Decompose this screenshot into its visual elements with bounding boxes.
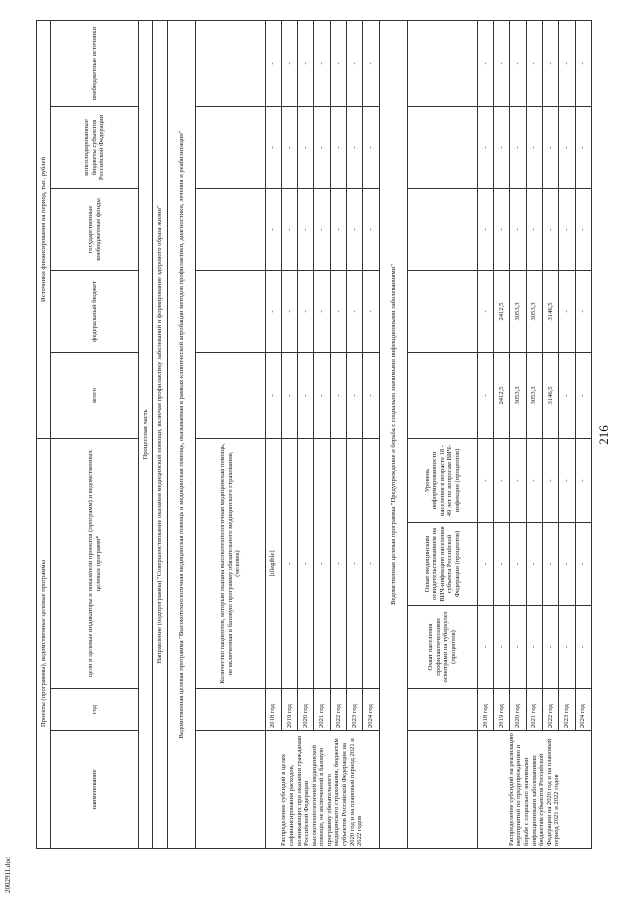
direction-row xyxy=(153,20,167,848)
table-body xyxy=(37,20,592,848)
table-row xyxy=(493,20,509,848)
offbudget-value: - xyxy=(314,20,330,106)
offbudget-value: - xyxy=(363,20,379,106)
indicator-value: - xyxy=(493,606,509,689)
table-row xyxy=(330,20,346,848)
year-cell: 2018 год xyxy=(477,689,493,731)
financing-table xyxy=(36,20,592,849)
table-row xyxy=(314,20,330,848)
regional-value: - xyxy=(526,106,542,188)
federal-value: - xyxy=(281,270,297,352)
year-cell: 2024 год xyxy=(363,689,379,731)
funds-value: - xyxy=(298,188,314,270)
indicator-value: - xyxy=(526,523,542,606)
funds-value: - xyxy=(542,188,558,270)
year-header: год xyxy=(51,689,139,731)
direction-heading: Направление (подпрограмма) "Совершенствование оказания медицинской помощи, включая профилактику заболеваний и формирование здорового образа жизни" xyxy=(153,20,167,848)
indicator-value: - xyxy=(477,606,493,689)
table-row xyxy=(477,20,493,848)
indicator-value: - xyxy=(575,606,591,689)
indicator-value: - xyxy=(477,523,493,606)
year-cell: 2020 год xyxy=(510,689,526,731)
offbudget-value: - xyxy=(265,20,281,106)
federal-header: федеральный бюджет xyxy=(51,270,139,352)
blank-cell xyxy=(408,352,477,438)
offbudget-value: - xyxy=(477,20,493,106)
year-cell: 2023 год xyxy=(559,689,575,731)
indicator-label: Охват населения профилактическими осмотрами на туберкулез (процентов) xyxy=(408,606,477,689)
program-title-row xyxy=(167,20,196,848)
sources-header: Источники финансирования на период, тыс. рублей xyxy=(37,20,51,438)
total-value: - xyxy=(265,352,281,438)
total-value: - xyxy=(575,352,591,438)
offbudget-value: - xyxy=(542,20,558,106)
process-part-heading: Процессная часть xyxy=(139,20,153,848)
blank-cell xyxy=(196,270,265,352)
regional-value: - xyxy=(493,106,509,188)
indicator-value: - xyxy=(542,606,558,689)
blank-cell xyxy=(408,270,477,352)
regional-value: - xyxy=(265,106,281,188)
offbudget-value: - xyxy=(526,20,542,106)
funds-value: - xyxy=(330,188,346,270)
page-number: 216 xyxy=(596,425,611,445)
regional-value: - xyxy=(542,106,558,188)
funds-header: государственные внебюджетные фонды xyxy=(51,188,139,270)
program-measure-name: Распределение субсидий на реализацию мероприятий по предупреждению и борьбе с социально значимыми инфекционными заболеваниями бюджетам субъектов Российской Федерации на 2020 год и на плановый период 2021 и 2022 годов xyxy=(477,731,591,849)
funds-value: - xyxy=(526,188,542,270)
blank-cell xyxy=(408,20,477,106)
indicator-header-row xyxy=(408,20,477,848)
year-cell: 2018 год xyxy=(265,689,281,731)
offbudget-value: - xyxy=(347,20,363,106)
indicator-value: - xyxy=(493,438,509,522)
offbudget-value: - xyxy=(493,20,509,106)
regional-header: консолидированные бюджеты субъектов Российской Федерации xyxy=(51,106,139,188)
blank-cell xyxy=(196,106,265,188)
funds-value: - xyxy=(493,188,509,270)
name-header: наименование xyxy=(51,731,139,849)
indicator-value: - xyxy=(330,438,346,688)
federal-value: - xyxy=(330,270,346,352)
total-value: - xyxy=(314,352,330,438)
federal-value: - xyxy=(477,270,493,352)
federal-value: - xyxy=(559,270,575,352)
funds-value: - xyxy=(559,188,575,270)
total-value: 3053,3 xyxy=(510,352,526,438)
federal-value: - xyxy=(298,270,314,352)
federal-value: - xyxy=(363,270,379,352)
indicator-value: - xyxy=(559,606,575,689)
blank-cell xyxy=(196,352,265,438)
offbudget-header: внебюджетные источники xyxy=(51,20,139,106)
goals-header: цели и целевые индикаторы и показатели проектов (программ) и ведомственных целевых программ* xyxy=(51,438,139,688)
projects-header: Проекты (программы), ведомственные целевые программы xyxy=(37,438,51,848)
indicator-value: - xyxy=(510,438,526,522)
table-row xyxy=(559,20,575,848)
year-cell: 2024 год xyxy=(575,689,591,731)
total-value: 3053,3 xyxy=(526,352,542,438)
indicator-header-row xyxy=(196,20,265,848)
rotated-landscape-page xyxy=(30,5,630,865)
year-cell: 2022 год xyxy=(542,689,558,731)
header-row-1 xyxy=(37,20,51,848)
total-value: - xyxy=(281,352,297,438)
program-title: Ведомственная целевая программа "Высокотехнологичная медицинская помощь и медицинская помощь, оказываемая в рамках клинической апробации методов профилактики, диагностики, лечения и реабилитации" xyxy=(167,20,196,848)
table-row xyxy=(281,20,297,848)
regional-value: - xyxy=(477,106,493,188)
total-value: - xyxy=(363,352,379,438)
funds-value: - xyxy=(281,188,297,270)
header-row-2 xyxy=(51,20,139,848)
year-cell: 2019 год xyxy=(493,689,509,731)
table-row xyxy=(265,20,281,848)
table-row xyxy=(363,20,379,848)
indicator-value: - xyxy=(542,438,558,522)
funds-value: - xyxy=(510,188,526,270)
program-measure-name: Распределение субсидий в целях софинансирования расходов, возникающих при оказании гражданам Российской Федерации высокотехнологичной медицинской помощи, не включенной в базовую программу обязательного медицинского страхования, бюджетам субъектов Российской Федерации на 2020 год и на плановый период 2021 и 2022 годов xyxy=(265,731,379,849)
funds-value: - xyxy=(363,188,379,270)
year-cell: 2023 год xyxy=(347,689,363,731)
indicator-value: - xyxy=(347,438,363,688)
indicator-value: - xyxy=(526,606,542,689)
table-row xyxy=(526,20,542,848)
regional-value: - xyxy=(347,106,363,188)
indicator-value: - xyxy=(559,438,575,522)
federal-value: 3053,3 xyxy=(526,270,542,352)
document-id: 2002911.doc xyxy=(4,856,12,893)
funds-value: - xyxy=(347,188,363,270)
federal-value: - xyxy=(575,270,591,352)
regional-value: - xyxy=(314,106,330,188)
total-value: - xyxy=(477,352,493,438)
indicator-value: - xyxy=(314,438,330,688)
indicator-value: - xyxy=(493,523,509,606)
table-row xyxy=(575,20,591,848)
federal-value: 3146,5 xyxy=(542,270,558,352)
offbudget-value: - xyxy=(298,20,314,106)
indicator-value: - xyxy=(477,438,493,522)
regional-value: - xyxy=(330,106,346,188)
indicator-value: - xyxy=(542,523,558,606)
funds-value: - xyxy=(314,188,330,270)
blank-cell xyxy=(408,106,477,188)
regional-value: - xyxy=(510,106,526,188)
program-title: Ведомственная целевая программа "Предупреждение и борьба с социально значимыми инфекционными заболеваниями" xyxy=(379,20,408,848)
federal-value: - xyxy=(347,270,363,352)
indicator-value: - xyxy=(510,606,526,689)
funds-value: - xyxy=(265,188,281,270)
federal-value: 3053,3 xyxy=(510,270,526,352)
regional-value: - xyxy=(298,106,314,188)
program-title-row xyxy=(379,20,408,848)
indicator-value: [illegible] xyxy=(265,438,281,688)
regional-value: - xyxy=(363,106,379,188)
year-cell: 2019 год xyxy=(281,689,297,731)
offbudget-value: - xyxy=(510,20,526,106)
year-cell: 2021 год xyxy=(314,689,330,731)
total-value: - xyxy=(559,352,575,438)
regional-value: - xyxy=(559,106,575,188)
regional-value: - xyxy=(281,106,297,188)
federal-value: - xyxy=(265,270,281,352)
funds-value: - xyxy=(575,188,591,270)
table-row xyxy=(510,20,526,848)
blank-cell xyxy=(408,731,477,849)
total-value: 3146,5 xyxy=(542,352,558,438)
year-cell: 2020 год xyxy=(298,689,314,731)
offbudget-value: - xyxy=(575,20,591,106)
indicator-value: - xyxy=(559,523,575,606)
table-row xyxy=(542,20,558,848)
total-value: - xyxy=(347,352,363,438)
federal-value: - xyxy=(314,270,330,352)
offbudget-value: - xyxy=(330,20,346,106)
blank-cell xyxy=(196,188,265,270)
total-value: - xyxy=(298,352,314,438)
indicator-label: Охват медицинским освидетельствованием на ВИЧ-инфекцию населения субъекта Российской Федерации (процентов) xyxy=(408,523,477,606)
year-cell: 2022 год xyxy=(330,689,346,731)
table-row xyxy=(347,20,363,848)
total-value: - xyxy=(330,352,346,438)
indicator-label: Количество пациентов, которым оказана высокотехнологичная медицинская помощь, не включенная в базовую программу обязательного медицинского страхования, (человек) xyxy=(196,438,265,688)
blank-cell xyxy=(196,20,265,106)
total-header: всего xyxy=(51,352,139,438)
blank-cell xyxy=(196,689,265,731)
total-value: 2412,5 xyxy=(493,352,509,438)
indicator-value: - xyxy=(575,438,591,522)
indicator-value: - xyxy=(281,438,297,688)
section-row xyxy=(139,20,153,848)
indicator-value: - xyxy=(526,438,542,522)
indicator-value: - xyxy=(575,523,591,606)
funds-value: - xyxy=(477,188,493,270)
blank-cell xyxy=(196,731,265,849)
indicator-value: - xyxy=(298,438,314,688)
indicator-value: - xyxy=(510,523,526,606)
indicator-label: Уровень информированности населения в возрасте 18 - 49 лет по вопросам ВИЧ-инфекции (процентов) xyxy=(408,438,477,522)
offbudget-value: - xyxy=(281,20,297,106)
blank-cell xyxy=(408,689,477,731)
federal-value: 2412,5 xyxy=(493,270,509,352)
indicator-value: - xyxy=(363,438,379,688)
regional-value: - xyxy=(575,106,591,188)
blank-cell xyxy=(408,188,477,270)
year-cell: 2021 год xyxy=(526,689,542,731)
offbudget-value: - xyxy=(559,20,575,106)
table-row xyxy=(298,20,314,848)
